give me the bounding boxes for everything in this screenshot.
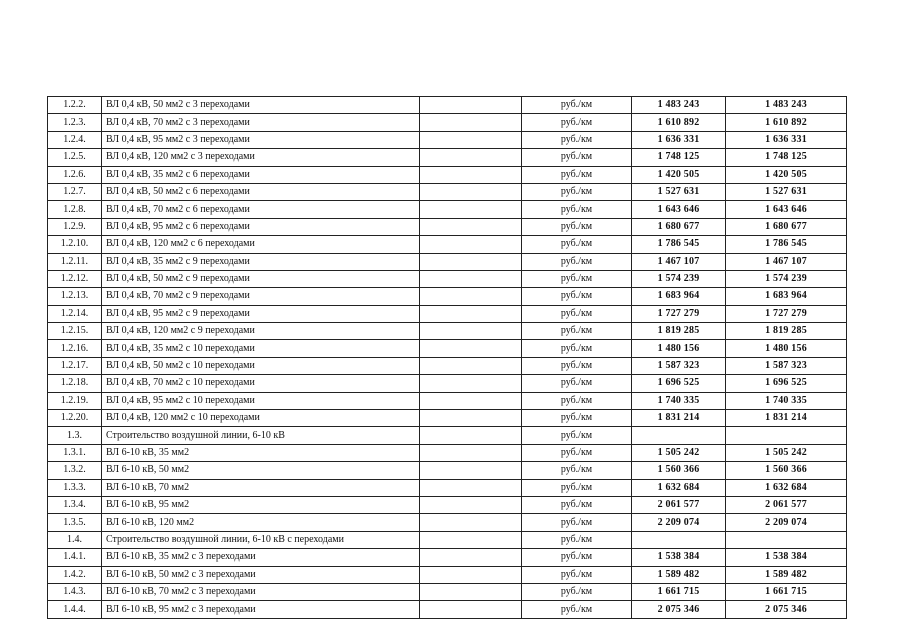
item-name-cell: ВЛ 0,4 кВ, 35 мм2 с 10 переходами [102, 340, 420, 357]
price-total-cell: 1 819 285 [726, 323, 847, 340]
table-row [48, 288, 847, 305]
blank-cell [420, 114, 522, 131]
blank-cell [420, 288, 522, 305]
item-name-cell: ВЛ 6-10 кВ, 70 мм2 с 3 переходами [102, 583, 420, 600]
unit-cell: руб./км [522, 583, 632, 600]
unit-cell: руб./км [522, 392, 632, 409]
item-number-cell: 1.2.13. [48, 288, 102, 305]
unit-cell: руб./км [522, 218, 632, 235]
table-row [48, 514, 847, 531]
blank-cell [420, 392, 522, 409]
blank-cell [420, 410, 522, 427]
price-total-cell: 1 480 156 [726, 340, 847, 357]
table-row [48, 218, 847, 235]
price-total-cell [726, 427, 847, 444]
price-total-cell: 1 661 715 [726, 583, 847, 600]
table-row [48, 531, 847, 548]
unit-cell: руб./км [522, 288, 632, 305]
price-cell: 1 696 525 [632, 375, 726, 392]
price-cell: 1 527 631 [632, 183, 726, 200]
table-row [48, 427, 847, 444]
blank-cell [420, 340, 522, 357]
item-number-cell: 1.2.4. [48, 131, 102, 148]
unit-cell: руб./км [522, 514, 632, 531]
table-row [48, 340, 847, 357]
price-cell: 1 589 482 [632, 566, 726, 583]
price-cell: 1 748 125 [632, 149, 726, 166]
blank-cell [420, 583, 522, 600]
item-number-cell: 1.2.14. [48, 305, 102, 322]
item-name-cell: ВЛ 6-10 кВ, 35 мм2 [102, 444, 420, 461]
item-number-cell: 1.2.19. [48, 392, 102, 409]
unit-cell: руб./км [522, 149, 632, 166]
item-number-cell: 1.3.4. [48, 496, 102, 513]
blank-cell [420, 357, 522, 374]
item-name-cell: ВЛ 6-10 кВ, 95 мм2 с 3 переходами [102, 601, 420, 618]
price-cell: 2 061 577 [632, 496, 726, 513]
item-number-cell: 1.2.7. [48, 183, 102, 200]
price-cell [632, 427, 726, 444]
unit-cell: руб./км [522, 531, 632, 548]
table-row [48, 201, 847, 218]
price-total-cell: 1 680 677 [726, 218, 847, 235]
item-number-cell: 1.2.10. [48, 236, 102, 253]
table-row [48, 410, 847, 427]
price-total-cell: 1 527 631 [726, 183, 847, 200]
price-total-cell: 2 075 346 [726, 601, 847, 618]
item-name-cell: ВЛ 0,4 кВ, 95 мм2 с 6 переходами [102, 218, 420, 235]
unit-cell: руб./км [522, 601, 632, 618]
unit-cell: руб./км [522, 97, 632, 114]
item-name-cell: ВЛ 6-10 кВ, 50 мм2 с 3 переходами [102, 566, 420, 583]
item-name-cell: Строительство воздушной линии, 6-10 кВ [102, 427, 420, 444]
price-total-cell: 1 786 545 [726, 236, 847, 253]
table-row [48, 357, 847, 374]
price-cell: 1 831 214 [632, 410, 726, 427]
blank-cell [420, 97, 522, 114]
item-name-cell: ВЛ 0,4 кВ, 120 мм2 с 9 переходами [102, 323, 420, 340]
unit-cell: руб./км [522, 479, 632, 496]
price-total-cell: 1 420 505 [726, 166, 847, 183]
price-total-cell: 2 209 074 [726, 514, 847, 531]
price-total-cell: 1 610 892 [726, 114, 847, 131]
table-row [48, 462, 847, 479]
price-cell: 1 727 279 [632, 305, 726, 322]
blank-cell [420, 323, 522, 340]
blank-cell [420, 183, 522, 200]
table-row [48, 479, 847, 496]
price-total-cell: 1 538 384 [726, 549, 847, 566]
price-cell: 1 483 243 [632, 97, 726, 114]
item-name-cell: ВЛ 6-10 кВ, 95 мм2 [102, 496, 420, 513]
price-total-cell: 1 574 239 [726, 270, 847, 287]
blank-cell [420, 131, 522, 148]
unit-cell: руб./км [522, 236, 632, 253]
item-name-cell: ВЛ 6-10 кВ, 70 мм2 [102, 479, 420, 496]
unit-cell: руб./км [522, 253, 632, 270]
unit-cell: руб./км [522, 323, 632, 340]
blank-cell [420, 514, 522, 531]
unit-cell: руб./км [522, 340, 632, 357]
price-total-cell: 1 589 482 [726, 566, 847, 583]
blank-cell [420, 462, 522, 479]
price-cell [632, 531, 726, 548]
table-row [48, 601, 847, 618]
table-row [48, 270, 847, 287]
price-cell: 1 786 545 [632, 236, 726, 253]
item-name-cell: ВЛ 0,4 кВ, 95 мм2 с 3 переходами [102, 131, 420, 148]
price-cell: 1 574 239 [632, 270, 726, 287]
price-total-cell: 1 683 964 [726, 288, 847, 305]
item-name-cell: ВЛ 6-10 кВ, 120 мм2 [102, 514, 420, 531]
price-cell: 1 661 715 [632, 583, 726, 600]
blank-cell [420, 236, 522, 253]
item-number-cell: 1.2.18. [48, 375, 102, 392]
price-total-cell: 1 467 107 [726, 253, 847, 270]
blank-cell [420, 375, 522, 392]
item-number-cell: 1.2.8. [48, 201, 102, 218]
item-name-cell: ВЛ 0,4 кВ, 35 мм2 с 6 переходами [102, 166, 420, 183]
item-number-cell: 1.2.6. [48, 166, 102, 183]
table-row [48, 583, 847, 600]
price-cell: 1 683 964 [632, 288, 726, 305]
price-total-cell: 1 505 242 [726, 444, 847, 461]
price-total-cell: 1 727 279 [726, 305, 847, 322]
item-name-cell: ВЛ 0,4 кВ, 70 мм2 с 6 переходами [102, 201, 420, 218]
price-total-cell: 1 560 366 [726, 462, 847, 479]
table-row [48, 183, 847, 200]
unit-cell: руб./км [522, 305, 632, 322]
unit-cell: руб./км [522, 201, 632, 218]
table-row [48, 114, 847, 131]
item-name-cell: ВЛ 0,4 кВ, 120 мм2 с 10 переходами [102, 410, 420, 427]
table-body [48, 97, 847, 619]
blank-cell [420, 305, 522, 322]
price-total-cell: 1 483 243 [726, 97, 847, 114]
price-total-cell: 1 643 646 [726, 201, 847, 218]
item-name-cell: ВЛ 0,4 кВ, 70 мм2 с 9 переходами [102, 288, 420, 305]
table-row [48, 549, 847, 566]
blank-cell [420, 601, 522, 618]
item-number-cell: 1.2.17. [48, 357, 102, 374]
price-cell: 1 643 646 [632, 201, 726, 218]
item-name-cell: ВЛ 0,4 кВ, 50 мм2 с 9 переходами [102, 270, 420, 287]
table-row [48, 444, 847, 461]
price-cell: 1 632 684 [632, 479, 726, 496]
item-name-cell: Строительство воздушной линии, 6-10 кВ с переходами [102, 531, 420, 548]
table-row [48, 97, 847, 114]
item-name-cell: ВЛ 0,4 кВ, 50 мм2 с 6 переходами [102, 183, 420, 200]
unit-cell: руб./км [522, 270, 632, 287]
price-total-cell: 1 636 331 [726, 131, 847, 148]
price-total-cell: 1 748 125 [726, 149, 847, 166]
item-number-cell: 1.2.5. [48, 149, 102, 166]
blank-cell [420, 270, 522, 287]
unit-cell: руб./км [522, 183, 632, 200]
item-number-cell: 1.3.3. [48, 479, 102, 496]
unit-cell: руб./км [522, 462, 632, 479]
price-total-cell: 1 632 684 [726, 479, 847, 496]
unit-cell: руб./км [522, 114, 632, 131]
blank-cell [420, 253, 522, 270]
item-name-cell: ВЛ 0,4 кВ, 95 мм2 с 10 переходами [102, 392, 420, 409]
item-name-cell: ВЛ 0,4 кВ, 120 мм2 с 3 переходами [102, 149, 420, 166]
blank-cell [420, 427, 522, 444]
item-number-cell: 1.3. [48, 427, 102, 444]
item-number-cell: 1.2.12. [48, 270, 102, 287]
blank-cell [420, 479, 522, 496]
table-row [48, 305, 847, 322]
item-name-cell: ВЛ 0,4 кВ, 50 мм2 с 10 переходами [102, 357, 420, 374]
blank-cell [420, 549, 522, 566]
unit-cell: руб./км [522, 444, 632, 461]
item-name-cell: ВЛ 0,4 кВ, 50 мм2 с 3 переходами [102, 97, 420, 114]
table-row [48, 166, 847, 183]
unit-cell: руб./км [522, 549, 632, 566]
item-name-cell: ВЛ 0,4 кВ, 35 мм2 с 9 переходами [102, 253, 420, 270]
item-name-cell: ВЛ 6-10 кВ, 35 мм2 с 3 переходами [102, 549, 420, 566]
item-number-cell: 1.2.15. [48, 323, 102, 340]
price-cell: 1 538 384 [632, 549, 726, 566]
price-cell: 1 560 366 [632, 462, 726, 479]
table-row [48, 375, 847, 392]
price-cell: 1 610 892 [632, 114, 726, 131]
table-row [48, 236, 847, 253]
item-number-cell: 1.2.16. [48, 340, 102, 357]
price-cell: 2 075 346 [632, 601, 726, 618]
item-number-cell: 1.2.20. [48, 410, 102, 427]
blank-cell [420, 496, 522, 513]
item-number-cell: 1.4.2. [48, 566, 102, 583]
item-number-cell: 1.2.11. [48, 253, 102, 270]
unit-cell: руб./км [522, 131, 632, 148]
table-row [48, 566, 847, 583]
table-row [48, 253, 847, 270]
item-number-cell: 1.3.5. [48, 514, 102, 531]
item-number-cell: 1.2.2. [48, 97, 102, 114]
price-total-cell: 1 831 214 [726, 410, 847, 427]
table-row [48, 131, 847, 148]
price-total-cell: 1 696 525 [726, 375, 847, 392]
tariff-table [47, 96, 847, 619]
blank-cell [420, 149, 522, 166]
item-number-cell: 1.2.9. [48, 218, 102, 235]
price-cell: 1 680 677 [632, 218, 726, 235]
item-number-cell: 1.4. [48, 531, 102, 548]
price-total-cell: 1 740 335 [726, 392, 847, 409]
blank-cell [420, 444, 522, 461]
item-name-cell: ВЛ 0,4 кВ, 120 мм2 с 6 переходами [102, 236, 420, 253]
blank-cell [420, 201, 522, 218]
price-cell: 1 480 156 [632, 340, 726, 357]
price-cell: 1 420 505 [632, 166, 726, 183]
unit-cell: руб./км [522, 566, 632, 583]
price-cell: 1 587 323 [632, 357, 726, 374]
unit-cell: руб./км [522, 410, 632, 427]
item-number-cell: 1.3.1. [48, 444, 102, 461]
item-name-cell: ВЛ 0,4 кВ, 70 мм2 с 3 переходами [102, 114, 420, 131]
price-cell: 2 209 074 [632, 514, 726, 531]
item-name-cell: ВЛ 0,4 кВ, 95 мм2 с 9 переходами [102, 305, 420, 322]
table-row [48, 149, 847, 166]
unit-cell: руб./км [522, 166, 632, 183]
price-cell: 1 505 242 [632, 444, 726, 461]
price-cell: 1 740 335 [632, 392, 726, 409]
price-cell: 1 636 331 [632, 131, 726, 148]
price-total-cell: 2 061 577 [726, 496, 847, 513]
item-name-cell: ВЛ 0,4 кВ, 70 мм2 с 10 переходами [102, 375, 420, 392]
unit-cell: руб./км [522, 357, 632, 374]
blank-cell [420, 218, 522, 235]
item-name-cell: ВЛ 6-10 кВ, 50 мм2 [102, 462, 420, 479]
item-number-cell: 1.4.3. [48, 583, 102, 600]
price-total-cell [726, 531, 847, 548]
price-cell: 1 819 285 [632, 323, 726, 340]
item-number-cell: 1.2.3. [48, 114, 102, 131]
item-number-cell: 1.4.4. [48, 601, 102, 618]
price-cell: 1 467 107 [632, 253, 726, 270]
table-row [48, 496, 847, 513]
item-number-cell: 1.4.1. [48, 549, 102, 566]
unit-cell: руб./км [522, 427, 632, 444]
table-row [48, 323, 847, 340]
price-total-cell: 1 587 323 [726, 357, 847, 374]
blank-cell [420, 531, 522, 548]
blank-cell [420, 166, 522, 183]
item-number-cell: 1.3.2. [48, 462, 102, 479]
blank-cell [420, 566, 522, 583]
table-row [48, 392, 847, 409]
unit-cell: руб./км [522, 375, 632, 392]
unit-cell: руб./км [522, 496, 632, 513]
